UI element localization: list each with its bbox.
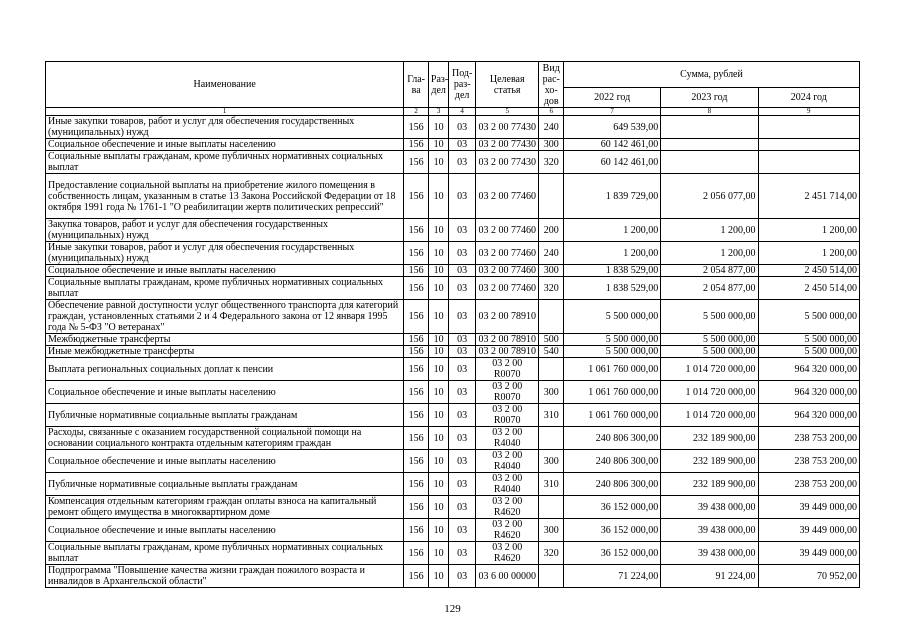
row-value-2022: 1 061 760 000,00 <box>564 381 661 404</box>
column-number: 3 <box>428 108 448 116</box>
table-row <box>46 381 860 404</box>
row-section: 10 <box>428 381 448 404</box>
row-section: 10 <box>428 265 448 277</box>
row-value-2022: 36 152 000,00 <box>564 519 661 542</box>
row-value-2024: 2 450 514,00 <box>758 265 859 277</box>
column-number: 1 <box>46 108 404 116</box>
row-target: 03 2 00 77430 <box>475 116 538 139</box>
row-target: 03 2 00 R4040 <box>475 450 538 473</box>
row-value-2023: 39 438 000,00 <box>661 542 758 565</box>
row-subsection: 03 <box>449 519 476 542</box>
header-target: Целевая статья <box>475 62 538 108</box>
row-subsection: 03 <box>449 346 476 358</box>
row-target: 03 2 00 77430 <box>475 151 538 174</box>
row-value-2022: 5 500 000,00 <box>564 334 661 346</box>
row-value-2022: 240 806 300,00 <box>564 427 661 450</box>
row-value-2024: 238 753 200,00 <box>758 427 859 450</box>
row-value-2022: 60 142 461,00 <box>564 151 661 174</box>
row-target: 03 2 00 77460 <box>475 277 538 300</box>
row-subsection: 03 <box>449 116 476 139</box>
row-value-2022: 1 061 760 000,00 <box>564 358 661 381</box>
row-value-2023: 5 500 000,00 <box>661 346 758 358</box>
row-value-2024: 238 753 200,00 <box>758 473 859 496</box>
row-name: Социальные выплаты гражданам, кроме публичных нормативных социальных выплат <box>46 151 404 174</box>
row-name: Выплата региональных социальных доплат к пенсии <box>46 358 404 381</box>
table-row <box>46 265 860 277</box>
row-target: 03 2 00 78910 <box>475 334 538 346</box>
row-name: Подпрограмма "Повышение качества жизни граждан пожилого возраста и инвалидов в Архангельской области" <box>46 565 404 588</box>
row-expense-type <box>539 300 564 334</box>
row-value-2023: 1 014 720 000,00 <box>661 404 758 427</box>
row-expense-type <box>539 358 564 381</box>
row-target: 03 2 00 R0070 <box>475 381 538 404</box>
table-row <box>46 450 860 473</box>
table-row <box>46 219 860 242</box>
row-section: 10 <box>428 565 448 588</box>
row-section: 10 <box>428 542 448 565</box>
header-year-2024: 2024 год <box>758 88 859 108</box>
row-section: 10 <box>428 450 448 473</box>
row-expense-type: 300 <box>539 265 564 277</box>
row-value-2022: 1 839 729,00 <box>564 174 661 219</box>
row-value-2023 <box>661 139 758 151</box>
row-value-2023: 1 014 720 000,00 <box>661 358 758 381</box>
table-row <box>46 358 860 381</box>
row-value-2024: 70 952,00 <box>758 565 859 588</box>
row-value-2022: 1 200,00 <box>564 219 661 242</box>
row-value-2023: 1 014 720 000,00 <box>661 381 758 404</box>
row-subsection: 03 <box>449 219 476 242</box>
row-expense-type: 320 <box>539 542 564 565</box>
header-sum: Сумма, рублей <box>564 62 860 88</box>
row-value-2023: 39 438 000,00 <box>661 496 758 519</box>
row-expense-type: 300 <box>539 139 564 151</box>
row-target: 03 2 00 R4040 <box>475 473 538 496</box>
row-value-2024: 2 450 514,00 <box>758 277 859 300</box>
row-target: 03 2 00 77460 <box>475 174 538 219</box>
row-value-2022: 1 200,00 <box>564 242 661 265</box>
row-value-2022: 1 838 529,00 <box>564 265 661 277</box>
table-row <box>46 300 860 334</box>
row-expense-type: 500 <box>539 334 564 346</box>
header-subsection: Под-раз-дел <box>449 62 476 108</box>
row-expense-type <box>539 174 564 219</box>
row-target: 03 2 00 77460 <box>475 242 538 265</box>
table-row <box>46 151 860 174</box>
row-name: Компенсация отдельным категориям граждан оплаты взноса на капитальный ремонт общего имущества в многоквартирном доме <box>46 496 404 519</box>
row-name: Обеспечение равной доступности услуг общественного транспорта для категорий граждан, установленных статьями 2 и 4 Федерального закона от 12 января 1995 года № 5-ФЗ "О ветеранах" <box>46 300 404 334</box>
row-name: Социальное обеспечение и иные выплаты населению <box>46 381 404 404</box>
row-expense-type <box>539 496 564 519</box>
row-subsection: 03 <box>449 139 476 151</box>
row-expense-type: 310 <box>539 473 564 496</box>
row-chapter: 156 <box>404 404 429 427</box>
row-value-2023: 2 054 877,00 <box>661 265 758 277</box>
row-chapter: 156 <box>404 542 429 565</box>
row-section: 10 <box>428 151 448 174</box>
row-name: Социальное обеспечение и иные выплаты населению <box>46 519 404 542</box>
row-value-2023: 91 224,00 <box>661 565 758 588</box>
budget-table <box>45 61 860 588</box>
row-target: 03 6 00 00000 <box>475 565 538 588</box>
header-expense-type: Вид рас-хо-дов <box>539 62 564 108</box>
row-value-2022: 1 061 760 000,00 <box>564 404 661 427</box>
row-target: 03 2 00 R4040 <box>475 427 538 450</box>
row-chapter: 156 <box>404 277 429 300</box>
row-subsection: 03 <box>449 242 476 265</box>
header-name: Наименование <box>46 62 404 108</box>
row-chapter: 156 <box>404 346 429 358</box>
row-chapter: 156 <box>404 300 429 334</box>
row-value-2023 <box>661 116 758 139</box>
row-value-2024: 964 320 000,00 <box>758 358 859 381</box>
row-value-2022: 36 152 000,00 <box>564 496 661 519</box>
header-year-2023: 2023 год <box>661 88 758 108</box>
table-row <box>46 277 860 300</box>
row-expense-type: 300 <box>539 381 564 404</box>
row-expense-type: 310 <box>539 404 564 427</box>
row-value-2022: 60 142 461,00 <box>564 139 661 151</box>
column-number: 8 <box>661 108 758 116</box>
row-subsection: 03 <box>449 300 476 334</box>
table-row <box>46 496 860 519</box>
row-chapter: 156 <box>404 174 429 219</box>
page-number: 129 <box>444 603 461 615</box>
row-chapter: 156 <box>404 565 429 588</box>
row-value-2024: 39 449 000,00 <box>758 542 859 565</box>
row-name: Публичные нормативные социальные выплаты гражданам <box>46 473 404 496</box>
row-value-2024: 5 500 000,00 <box>758 346 859 358</box>
row-chapter: 156 <box>404 519 429 542</box>
row-value-2023: 232 189 900,00 <box>661 473 758 496</box>
table-row <box>46 242 860 265</box>
row-section: 10 <box>428 242 448 265</box>
row-name: Социальные выплаты гражданам, кроме публичных нормативных социальных выплат <box>46 277 404 300</box>
table-row <box>46 346 860 358</box>
row-name: Иные закупки товаров, работ и услуг для обеспечения государственных (муниципальных) нужд <box>46 242 404 265</box>
row-subsection: 03 <box>449 542 476 565</box>
row-value-2024: 5 500 000,00 <box>758 334 859 346</box>
row-value-2024: 964 320 000,00 <box>758 404 859 427</box>
row-target: 03 2 00 77460 <box>475 265 538 277</box>
row-subsection: 03 <box>449 450 476 473</box>
table-row <box>46 116 860 139</box>
table-row <box>46 174 860 219</box>
row-chapter: 156 <box>404 151 429 174</box>
column-number: 4 <box>449 108 476 116</box>
row-section: 10 <box>428 346 448 358</box>
row-target: 03 2 00 77460 <box>475 219 538 242</box>
row-expense-type: 320 <box>539 277 564 300</box>
row-name: Социальное обеспечение и иные выплаты населению <box>46 265 404 277</box>
row-section: 10 <box>428 116 448 139</box>
row-value-2022: 240 806 300,00 <box>564 473 661 496</box>
column-number: 2 <box>404 108 429 116</box>
row-value-2024: 1 200,00 <box>758 242 859 265</box>
row-value-2024: 5 500 000,00 <box>758 300 859 334</box>
row-name: Социальное обеспечение и иные выплаты населению <box>46 139 404 151</box>
row-chapter: 156 <box>404 358 429 381</box>
row-value-2024 <box>758 139 859 151</box>
header-section: Раз-дел <box>428 62 448 108</box>
row-subsection: 03 <box>449 565 476 588</box>
row-value-2022: 649 539,00 <box>564 116 661 139</box>
row-subsection: 03 <box>449 358 476 381</box>
table-row <box>46 473 860 496</box>
row-target: 03 2 00 77430 <box>475 139 538 151</box>
row-target: 03 2 00 78910 <box>475 346 538 358</box>
row-chapter: 156 <box>404 450 429 473</box>
row-name: Закупка товаров, работ и услуг для обеспечения государственных (муниципальных) нужд <box>46 219 404 242</box>
row-chapter: 156 <box>404 265 429 277</box>
row-expense-type: 320 <box>539 151 564 174</box>
row-value-2024: 238 753 200,00 <box>758 450 859 473</box>
row-target: 03 2 00 R4620 <box>475 519 538 542</box>
row-name: Предоставление социальной выплаты на приобретение жилого помещения в собственность лицам, указанным в статье 13 Закона Российской Федерации от 18 октября 1991 года № 1761-1 "О реабилитации жертв политических репрессий" <box>46 174 404 219</box>
row-chapter: 156 <box>404 381 429 404</box>
row-section: 10 <box>428 427 448 450</box>
row-name: Иные межбюджетные трансферты <box>46 346 404 358</box>
row-subsection: 03 <box>449 334 476 346</box>
row-subsection: 03 <box>449 496 476 519</box>
row-section: 10 <box>428 358 448 381</box>
row-subsection: 03 <box>449 381 476 404</box>
table-row <box>46 334 860 346</box>
row-name: Социальные выплаты гражданам, кроме публичных нормативных социальных выплат <box>46 542 404 565</box>
row-expense-type: 300 <box>539 450 564 473</box>
header-chapter: Гла-ва <box>404 62 429 108</box>
row-value-2022: 36 152 000,00 <box>564 542 661 565</box>
row-section: 10 <box>428 174 448 219</box>
row-value-2022: 1 838 529,00 <box>564 277 661 300</box>
row-expense-type <box>539 427 564 450</box>
row-value-2023 <box>661 151 758 174</box>
row-value-2024: 1 200,00 <box>758 219 859 242</box>
row-section: 10 <box>428 139 448 151</box>
row-expense-type <box>539 565 564 588</box>
row-chapter: 156 <box>404 219 429 242</box>
row-name: Публичные нормативные социальные выплаты гражданам <box>46 404 404 427</box>
column-number: 6 <box>539 108 564 116</box>
row-value-2023: 2 054 877,00 <box>661 277 758 300</box>
row-section: 10 <box>428 519 448 542</box>
row-expense-type: 300 <box>539 519 564 542</box>
row-value-2024: 39 449 000,00 <box>758 496 859 519</box>
row-subsection: 03 <box>449 427 476 450</box>
row-section: 10 <box>428 334 448 346</box>
row-subsection: 03 <box>449 151 476 174</box>
table-row <box>46 427 860 450</box>
row-target: 03 2 00 R4620 <box>475 496 538 519</box>
row-target: 03 2 00 R0070 <box>475 358 538 381</box>
row-section: 10 <box>428 219 448 242</box>
row-value-2023: 1 200,00 <box>661 242 758 265</box>
row-subsection: 03 <box>449 174 476 219</box>
row-expense-type: 200 <box>539 219 564 242</box>
row-section: 10 <box>428 300 448 334</box>
table-row <box>46 565 860 588</box>
row-chapter: 156 <box>404 473 429 496</box>
row-name: Межбюджетные трансферты <box>46 334 404 346</box>
row-value-2023: 39 438 000,00 <box>661 519 758 542</box>
row-value-2024: 2 451 714,00 <box>758 174 859 219</box>
row-chapter: 156 <box>404 427 429 450</box>
row-section: 10 <box>428 277 448 300</box>
row-chapter: 156 <box>404 334 429 346</box>
row-value-2023: 232 189 900,00 <box>661 450 758 473</box>
header-year-2022: 2022 год <box>564 88 661 108</box>
row-value-2024 <box>758 151 859 174</box>
row-subsection: 03 <box>449 473 476 496</box>
table-row <box>46 519 860 542</box>
row-value-2024: 964 320 000,00 <box>758 381 859 404</box>
row-chapter: 156 <box>404 116 429 139</box>
row-value-2023: 2 056 077,00 <box>661 174 758 219</box>
column-number: 9 <box>758 108 859 116</box>
row-chapter: 156 <box>404 242 429 265</box>
column-number: 7 <box>564 108 661 116</box>
row-value-2024: 39 449 000,00 <box>758 519 859 542</box>
column-number: 5 <box>475 108 538 116</box>
row-value-2024 <box>758 116 859 139</box>
row-expense-type: 240 <box>539 242 564 265</box>
row-name: Социальное обеспечение и иные выплаты населению <box>46 450 404 473</box>
row-chapter: 156 <box>404 139 429 151</box>
row-value-2022: 5 500 000,00 <box>564 300 661 334</box>
row-value-2022: 5 500 000,00 <box>564 346 661 358</box>
row-section: 10 <box>428 473 448 496</box>
row-subsection: 03 <box>449 265 476 277</box>
row-value-2023: 5 500 000,00 <box>661 334 758 346</box>
row-value-2022: 71 224,00 <box>564 565 661 588</box>
row-expense-type: 240 <box>539 116 564 139</box>
row-expense-type: 540 <box>539 346 564 358</box>
row-value-2022: 240 806 300,00 <box>564 450 661 473</box>
table-row <box>46 139 860 151</box>
row-target: 03 2 00 R4620 <box>475 542 538 565</box>
row-section: 10 <box>428 496 448 519</box>
row-target: 03 2 00 R0070 <box>475 404 538 427</box>
column-number-row <box>46 108 860 116</box>
table-row <box>46 404 860 427</box>
row-subsection: 03 <box>449 277 476 300</box>
row-subsection: 03 <box>449 404 476 427</box>
row-chapter: 156 <box>404 496 429 519</box>
row-value-2023: 1 200,00 <box>661 219 758 242</box>
row-target: 03 2 00 78910 <box>475 300 538 334</box>
row-section: 10 <box>428 404 448 427</box>
table-row <box>46 542 860 565</box>
row-value-2023: 232 189 900,00 <box>661 427 758 450</box>
row-value-2023: 5 500 000,00 <box>661 300 758 334</box>
row-name: Расходы, связанные с оказанием государственной социальной помощи на основании социального контракта отдельным категориям граждан <box>46 427 404 450</box>
row-name: Иные закупки товаров, работ и услуг для обеспечения государственных (муниципальных) нужд <box>46 116 404 139</box>
